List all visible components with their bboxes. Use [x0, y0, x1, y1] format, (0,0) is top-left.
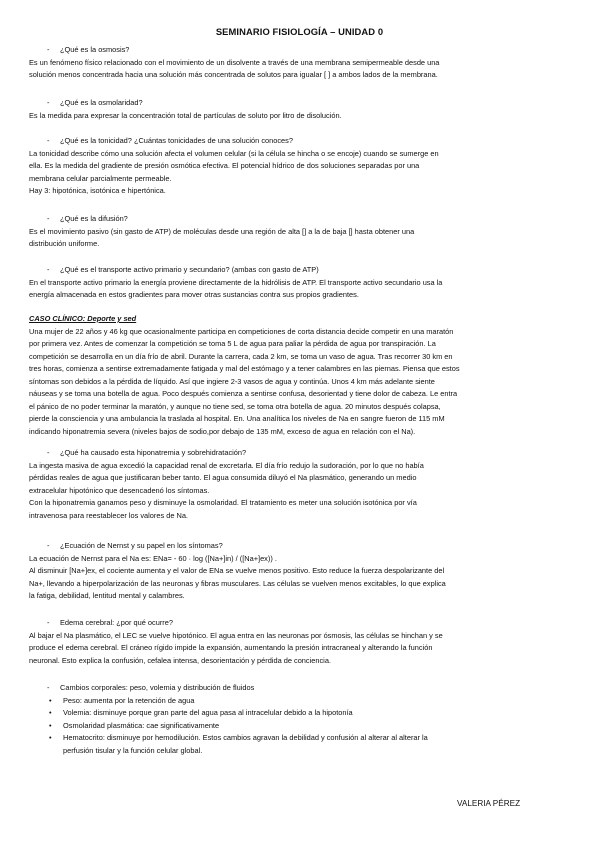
list-item	[29, 732, 573, 757]
answer-line: Al bajar el Na plasmático, el LEC se vuelve hipotónico. El agua entra en las neuronas por ósmosis, las células se hinchan y se	[29, 630, 443, 640]
case-line: pierde la consciencia y una ambulancia la traslada al hospital. En. Una analítica los niveles de Na en sangre fueron de 115 mM	[29, 414, 445, 423]
section-tonicidad	[29, 135, 573, 198]
case-line: síntomas son debidos a la pérdida de líquido. Así que ingiere 2-3 vasos de agua y continúa. Unos 4 km más adelante siente	[29, 376, 435, 386]
question-text: ¿Qué es la tonicidad? ¿Cuántas tonicidades de una solución conoces?	[60, 136, 293, 145]
answer-line: la fatiga, debilidad, lentitud mental y calambres.	[29, 591, 185, 600]
list-item	[29, 707, 573, 720]
question-text: Cambios corporales: peso, volemia y distribución de fluidos	[60, 683, 255, 692]
question-text: ¿Ecuación de Nernst y su papel en los síntomas?	[60, 541, 223, 550]
question-text: ¿Qué es la osmosis?	[60, 45, 130, 54]
section-cambios-corporales	[29, 682, 573, 757]
answer-line: solución menos concentrada hacia una solución más concentrada de solutos para igualar [ ] a ambos lados de la membrana.	[29, 70, 438, 79]
answer-line: Na+, llevando a hiperpolarización de las neuronas y fibras musculares. Las células se vuelven menos excitables, lo que explica	[29, 578, 446, 588]
answer-line: Es la medida para expresar la concentración total de partículas de soluto por litro de disolución.	[29, 110, 342, 120]
question-hiponatremia	[29, 447, 573, 460]
case-line: náuseas y se toma una botella de agua. Poco después comienza a sentirse confusa, desorientad y tiene dolor de cabeza. Le entra	[29, 389, 458, 398]
list-item	[29, 720, 573, 733]
dash-marker: -	[47, 98, 50, 107]
answer-line: Con la hiponatremia ganamos peso y disminuye la osmolaridad. El tratamiento es meter una solución isotónica por vía	[29, 498, 417, 507]
author-signature: VALERIA PÉREZ	[457, 799, 521, 808]
changes-list	[29, 695, 573, 758]
question-cambios	[29, 682, 573, 695]
question-nernst	[29, 540, 573, 553]
section-osmolaridad	[29, 97, 573, 122]
answer-line: membrana celular parcialmente permeable.	[29, 173, 172, 183]
answer-line: En el transporte activo primario la energía proviene directamente de la hidrólisis de ATP. El transporte activo secundario usa la	[29, 277, 443, 287]
section-hiponatremia	[29, 447, 573, 522]
bullet-marker: •	[49, 733, 52, 742]
case-line: por primera vez. Antes de comenzar la competición se toma 5 L de agua para paliar la pérdida de agua por transpiración. La	[29, 339, 436, 348]
answer-line: Hay 3: hipotónica, isotónica e hipertónica.	[29, 186, 166, 195]
question-osmosis	[29, 44, 573, 57]
case-line: el pánico de no poder terminar la maratón, y aunque no tiene sed, se toma otra botella de agua. 20 minutos después colapsa,	[29, 401, 441, 411]
answer-line: ella. Es la medida del gradiente de presión osmótica efectiva. El potencial hídrico de dos soluciones separadas por una	[29, 161, 420, 170]
answer-line: distribución uniforme.	[29, 239, 100, 248]
answer-line: intravenosa para reestablecer los valores de Na.	[29, 510, 188, 520]
answer-line: La ecuación de Nernst para el Na es: ENa= - 60 · log ([Na+]in) / ([Na+]ex)) .	[29, 553, 277, 563]
question-text: ¿Qué es el transporte activo primario y secundario? (ambas con gasto de ATP)	[60, 265, 319, 274]
bullet-marker: •	[49, 720, 52, 730]
dash-marker: -	[47, 618, 50, 627]
section-clinical-case	[29, 313, 573, 438]
answer-line: La ingesta masiva de agua excedió la capacidad renal de excretarla. El día frío redujo la sudoración, por lo que no había	[29, 460, 424, 470]
case-line: tres horas, comienza a sentirse extremadamente fatigada y mal del estómago y a tener calambres en las piernas. Piensa que estos	[29, 364, 460, 373]
answer-line: energía almacenada en estos gradientes para mover otras sustancias contra sus propios gradientes.	[29, 290, 359, 299]
dash-marker: -	[47, 265, 50, 274]
case-heading: CASO CLÍNICO: Deporte y sed	[29, 314, 137, 323]
answer-line: extracelular hipotónico que desencadenó los síntomas.	[29, 485, 210, 495]
dash-marker: -	[47, 136, 50, 145]
list-item-text: perfusión tisular y la función celular global.	[63, 745, 203, 755]
list-item-text: Hematocrito: disminuye por hemodilución. Estos cambios agravan la debilidad y confusión al alterar al alterar la	[63, 733, 428, 742]
question-transporte	[29, 264, 573, 277]
answer-line: Es un fenómeno físico relacionado con el movimiento de un disolvente a través de una membrana semipermeable desde una	[29, 57, 440, 67]
case-line: competición se desarrolla en un día frío de abril. Durante la carrera, cada 2 km, se toma un vaso de agua. Tras recorrer 30 km en	[29, 351, 453, 361]
dash-marker: -	[47, 541, 50, 550]
answer-line: pérdidas reales de agua que justificaran beber tanto. El agua consumida diluyó el Na plasmático, generando un medio	[29, 473, 417, 482]
dash-marker: -	[47, 448, 50, 457]
document-title: SEMINARIO FISIOLOGÍA – UNIDAD 0	[215, 26, 384, 37]
section-nernst	[29, 540, 573, 603]
dash-marker: -	[47, 214, 50, 223]
question-text: ¿Qué es la difusión?	[60, 214, 128, 223]
section-transporte-activo	[29, 264, 573, 302]
section-difusion	[29, 213, 573, 251]
case-line: indicando hiponatremia severa (niveles bajos de sodio,por debajo de 135 mM, exceso de agua en relación con el Na).	[29, 426, 416, 436]
answer-line: neuronal. Esto explica la confusión, cefalea intensa, desorientación y pérdida de conciencia.	[29, 655, 331, 665]
list-item-text: Peso: aumenta por la retención de agua	[63, 695, 195, 705]
dash-marker: -	[47, 45, 50, 54]
case-line: Una mujer de 22 años y 46 kg que ocasionalmente participa en competiciones de corta distancia decide competir en una maratón	[29, 326, 454, 336]
section-edema	[29, 617, 573, 667]
answer-line: La tonicidad describe cómo una solución afecta el volumen celular (si la célula se hincha o se encoje) cuando se sumerge en	[29, 148, 439, 158]
answer-line: Al disminuir [Na+]ex, el cociente aumenta y el valor de ENa se vuelve menos positivo. Esto reduce la fuerza despolarizante del	[29, 566, 445, 575]
bullet-marker: •	[49, 708, 52, 717]
question-text: Edema cerebral: ¿por qué ocurre?	[60, 618, 173, 627]
answer-line: Es el movimiento pasivo (sin gasto de ATP) de moléculas desde una región de alta [] a la de baja [] hasta obtener una	[29, 226, 415, 236]
question-difusion	[29, 213, 573, 226]
answer-line: produce el edema cerebral. El cráneo rígido impide la expansión, aumentando la presión intracraneal y alterando la función	[29, 643, 433, 652]
question-tonicidad	[29, 135, 573, 148]
question-edema	[29, 617, 573, 630]
list-item	[29, 695, 573, 708]
dash-marker: -	[47, 683, 50, 692]
bullet-marker: •	[49, 695, 52, 705]
question-osmolaridad	[29, 97, 573, 110]
question-text: ¿Qué ha causado esta hiponatremia y sobrehidratación?	[60, 448, 247, 457]
question-text: ¿Qué es la osmolaridad?	[60, 98, 143, 107]
list-item-text: Volemia: disminuye porque gran parte del agua pasa al intracelular debido a la hipotonía	[63, 708, 353, 717]
list-item-text: Osmolaridad plasmática: cae significativamente	[63, 720, 220, 730]
section-osmosis	[29, 44, 573, 82]
